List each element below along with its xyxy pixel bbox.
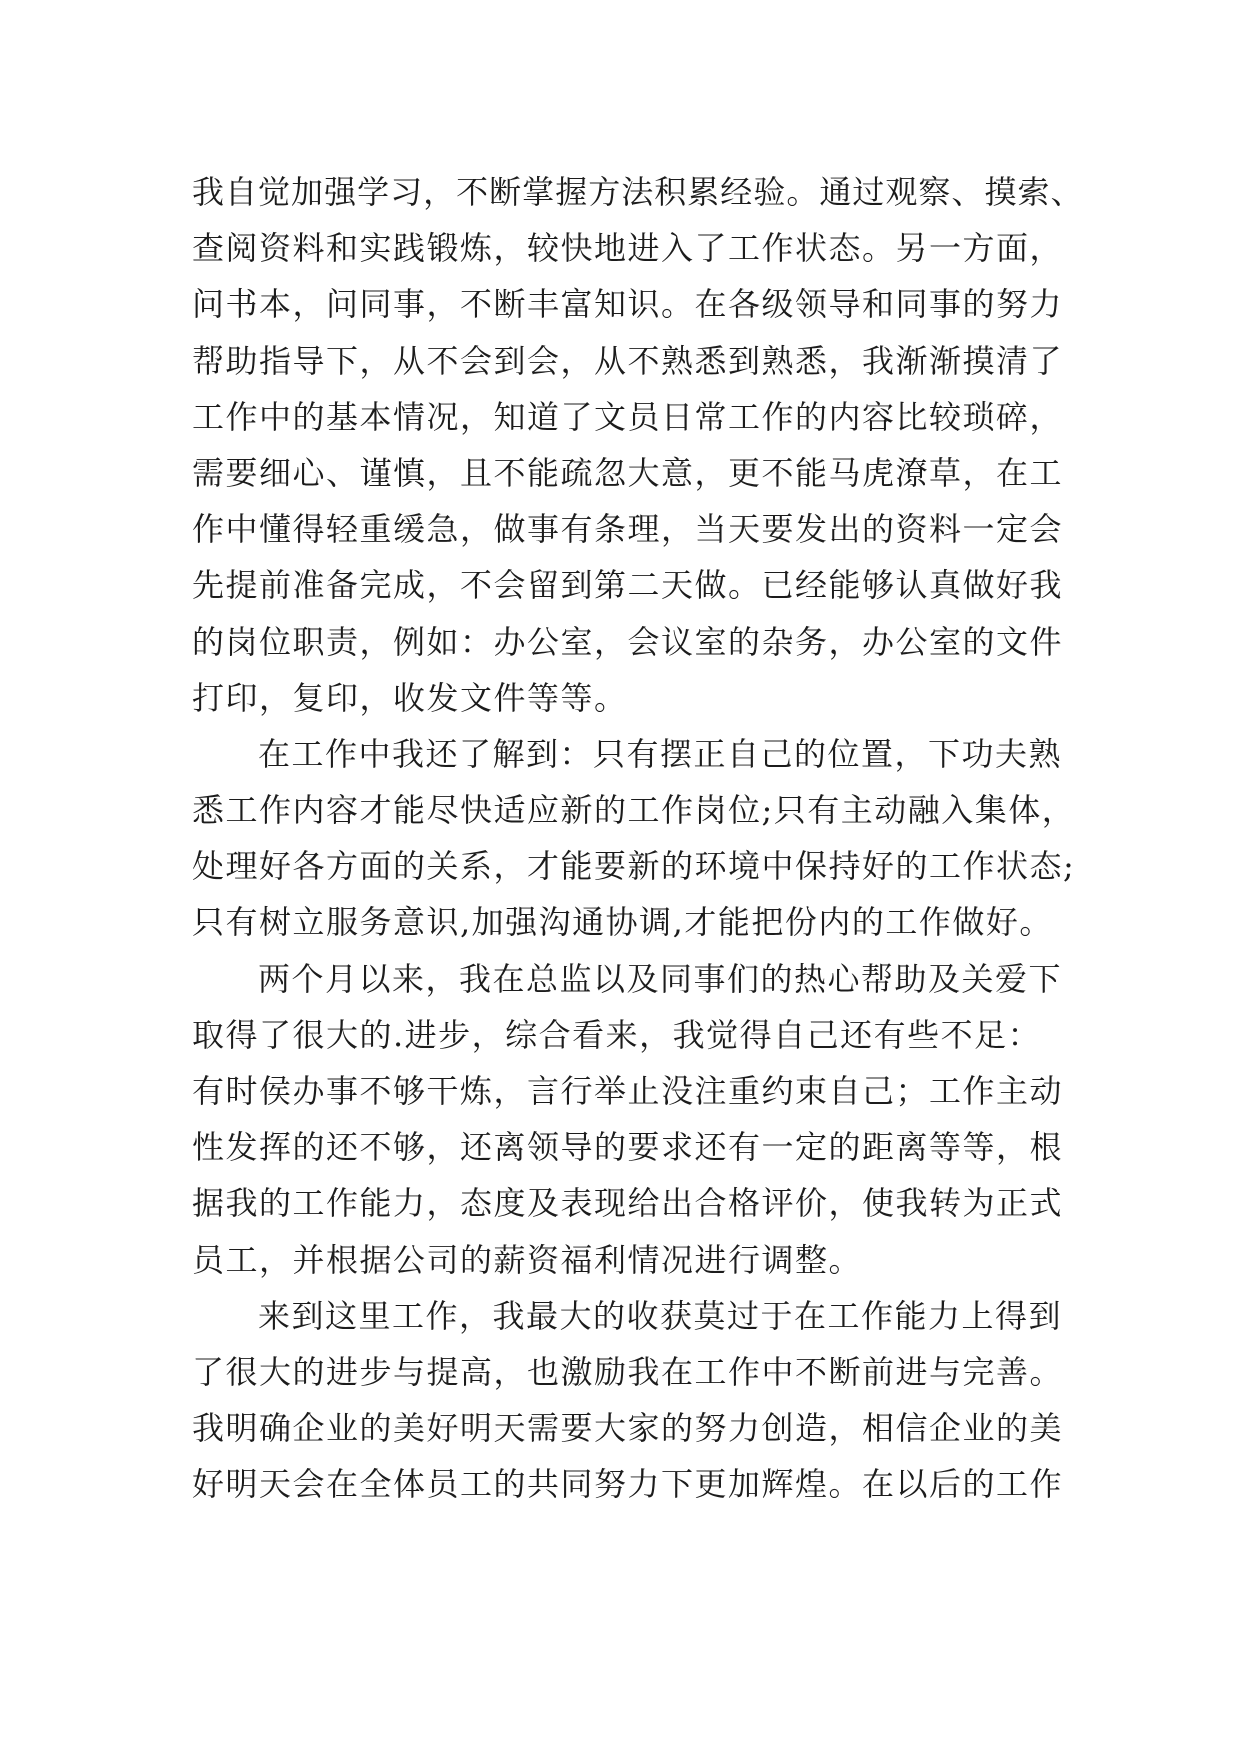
text-line: 查阅资料和实践锻炼，较快地进入了工作状态。另一方面，: [192, 229, 1064, 268]
text-line: 打印，复印，收发文件等等。: [192, 678, 628, 717]
text-line: 来到这里工作，我最大的收获莫过于在工作能力上得到: [258, 1296, 1063, 1335]
text-line: 性发挥的还不够，还离领导的要求还有一定的距离等等，根: [192, 1128, 1064, 1167]
text-line: 作中懂得轻重缓急，做事有条理，当天要发出的资料一定会: [192, 510, 1064, 549]
text-line: 在工作中我还了解到：只有摆正自己的位置，下功夫熟: [258, 734, 1063, 773]
text-line: 帮助指导下，从不会到会，从不熟悉到熟悉，我渐渐摸清了: [192, 341, 1064, 380]
text-line: 取得了很大的.进步，综合看来，我觉得自己还有些不足：: [192, 1015, 1042, 1054]
document-body: [192, 164, 1084, 1513]
text-line: 的岗位职责，例如：办公室，会议室的杂务，办公室的文件: [192, 622, 1064, 661]
text-line: 问书本，问同事，不断丰富知识。在各级领导和同事的努力: [192, 285, 1064, 324]
text-line: 有时侯办事不够干炼，言行举止没注重约束自己；工作主动: [192, 1072, 1064, 1110]
text-line: 工作中的基本情况，知道了文员日常工作的内容比较琐碎，: [192, 397, 1064, 436]
text-line: 悉工作内容才能尽快适应新的工作岗位;只有主动融入集体，: [192, 791, 1076, 830]
text-line: 员工，并根据公司的薪资福利情况进行调整。: [192, 1240, 863, 1279]
text-line: 处理好各方面的关系，才能要新的环境中保持好的工作状态;: [192, 847, 1076, 886]
text-line: 了很大的进步与提高，也激励我在工作中不断前进与完善。: [192, 1352, 1064, 1391]
text-line: 先提前准备完成，不会留到第二天做。已经能够认真做好我: [192, 566, 1064, 605]
text-line: 只有树立服务意识,加强沟通协调,才能把份内的工作做好。: [192, 903, 1053, 942]
text-line: 我明确企业的美好明天需要大家的努力创造，相信企业的美: [192, 1409, 1064, 1448]
text-line: 两个月以来，我在总监以及同事们的热心帮助及关爱下: [258, 959, 1063, 998]
text-line: 据我的工作能力，态度及表现给出合格评价，使我转为正式: [192, 1184, 1064, 1223]
text-line: 我自觉加强学习，不断掌握方法积累经验。通过观察、摸索、: [192, 173, 1084, 211]
text-line: 需要细心、谨慎，且不能疏忽大意，更不能马虎潦草，在工: [192, 453, 1064, 492]
text-line: 好明天会在全体员工的共同努力下更加辉煌。在以后的工作: [192, 1465, 1064, 1504]
